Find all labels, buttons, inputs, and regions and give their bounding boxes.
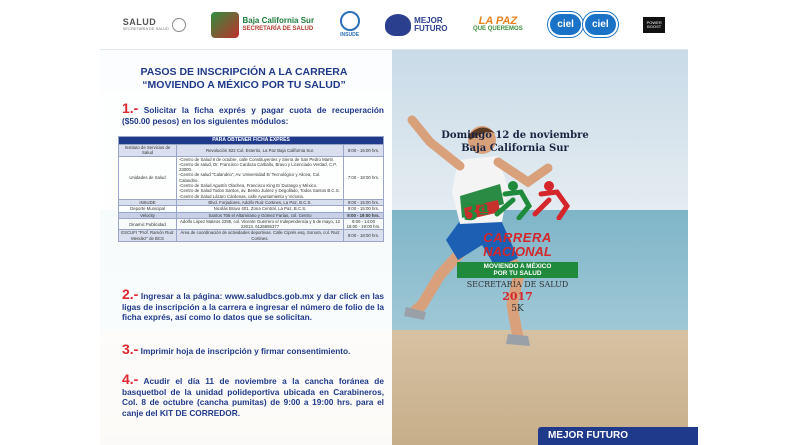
race-year: 2017 bbox=[502, 290, 533, 303]
table-header: PARA OBTENER FICHA EXPRÉS bbox=[119, 137, 384, 145]
table-row: Velocity Santos 706 e/ Altamirano y Gómez Farías, col. Centro 9:00 - 19:00 hrs. bbox=[119, 212, 384, 218]
sponsor-logo-strip bbox=[100, 0, 688, 50]
insude-logo: INSUDE bbox=[340, 11, 360, 38]
registration-steps-heading: PASOS DE INSCRIPCIÓN A LA CARRERA “MOVIENDO A MÉXICO POR TU SALUD” bbox=[140, 66, 348, 91]
la-paz-logo: LA PAZ QUE QUEREMOS bbox=[473, 15, 523, 32]
step-1 bbox=[122, 100, 384, 126]
eagle-seal-icon bbox=[172, 18, 186, 32]
step-text: Solicitar la ficha exprés y pagar cuota de recuperación ($50.00 pesos) en los siguientes módulos: bbox=[122, 105, 384, 126]
event-location: Baja California Sur bbox=[461, 143, 569, 154]
step-text: Ingresar a la página: www.saludbcs.gob.mx y dar click en las ligas de inscripción a la carrera e ingresar el número de folio de la ficha exprés, así como lo datos que se solicitan. bbox=[122, 291, 384, 322]
mejor-futuro-footer: MEJOR FUTURO bbox=[538, 427, 698, 445]
bcs-shield-icon bbox=[211, 12, 239, 38]
salud-logo: SALUD SECRETARÍA DE SALUD bbox=[123, 18, 186, 32]
bcs-government-logo: Baja California Sur SECRETARÍA DE SALUD bbox=[211, 12, 314, 38]
table-row: ESCUFI "Prof. Ramón Ruiz Mendez" de BCS Área de coordinación de actividades deportivas. Calle Ciprés esq. Sonora, col. Ruiz Cortines. 9:00 - 18:00 hrs. bbox=[119, 230, 384, 242]
ficha-expres-table bbox=[118, 136, 384, 242]
step-number: 2.- bbox=[122, 286, 139, 302]
race-poster bbox=[100, 0, 688, 445]
event-date-block bbox=[430, 129, 600, 155]
step-number: 3.- bbox=[122, 341, 139, 357]
step-number: 1.- bbox=[122, 100, 139, 116]
race-logo bbox=[455, 178, 580, 328]
race-slogan-banner: MOVIENDO A MÉXICO POR TU SALUD bbox=[457, 262, 578, 278]
step-4 bbox=[122, 371, 384, 418]
mejor-futuro-logo: MEJOR FUTURO bbox=[385, 14, 447, 36]
power-boost-logo: POWER BOOST bbox=[643, 17, 665, 33]
event-date: Domingo 12 de noviembre bbox=[441, 130, 589, 141]
step-text: Imprimir hoja de inscripción y firmar consentimiento. bbox=[140, 346, 351, 356]
race-distance: 5K bbox=[511, 304, 524, 314]
step-3 bbox=[122, 341, 384, 357]
table-row: Dinamic Publicidad Adolfo López Mateos 2295, col. Vicente Guerrero e/ Independencia y 5 de mayo, 12 22013, 6126656377 9:00 - 14:00 16:00 - 19:00 hrs. bbox=[119, 218, 384, 230]
step-text: Acudir el día 11 de noviembre a la cancha foránea de basquetbol de la unidad polideportiva ubicada en Carabineros, Col. 8 de octubre (cancha pumitas) de 9:00 a 19:00 hrs. para el canje del KIT DE CORREDOR. bbox=[122, 376, 384, 418]
race-word-carrera: CARRERA bbox=[483, 230, 552, 245]
table-row: Unidades de Salud -Centro de Salud 8 de octubre, calle Constituyentes y Sierra de San Pedro Martir. -Centro de salud, Dr. Francisco Cardoza Carballo, Bravo y Licenciado Verdad, C.P. 23000. -Centro de salud "Calandrio", Av. Universidad E/ Tecnológico y Alicea, Col. Calandrio. -Centro de Salud Agustín Olachea, Francisco King E/ Durango y México. -Centro de Salud Todos Santos, av. Benito Juárez y Degollado, Todos Santos B.C.S. -Centro de Salud Lázaro Cárdenas, calle Ayuntamiento y Victoria. 7:00 - 18:00 hrs. bbox=[119, 156, 384, 199]
heart-icon bbox=[385, 14, 411, 36]
race-edition: 3ª bbox=[463, 200, 490, 226]
ciel-logo: ciel ciel bbox=[548, 12, 617, 37]
step-number: 4.- bbox=[122, 371, 139, 387]
table-row: Instituto de Servicios de Salud Revolución 822 Col. Esterito, La Paz Baja California Sur. 8:00 - 16:00 hrs. bbox=[119, 145, 384, 157]
race-word-nacional: NACIONAL bbox=[483, 244, 552, 259]
table-header-row bbox=[119, 137, 384, 145]
table-row: Deporte Municipal Nicolás Bravo 401, Zona Central, La Paz, B.C.S. 9:00 - 15:00 hrs. bbox=[119, 206, 384, 212]
table-row: INSUDE Blvd. Forjadores, Adolfo Ruiz Cortines, La Paz, B.C.S. 9:00 - 15:00 hrs. bbox=[119, 199, 384, 205]
running-figures-icon bbox=[483, 180, 578, 220]
insude-emblem-icon bbox=[340, 11, 360, 31]
step-2 bbox=[122, 286, 384, 323]
race-organizer: SECRETARÍA DE SALUD bbox=[466, 280, 569, 289]
